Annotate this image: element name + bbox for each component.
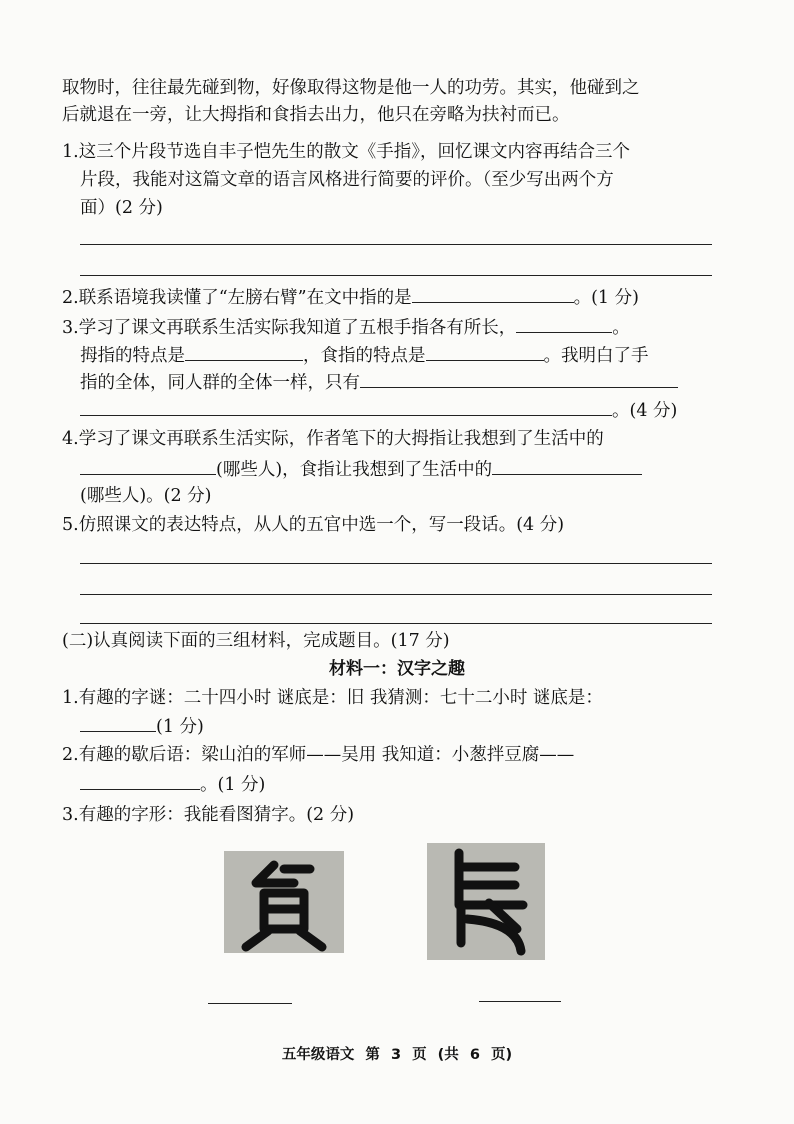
answer-line-q1-b[interactable] — [80, 275, 712, 276]
passage-line-1: 取物时，往往最先碰到物，好像取得这物是他一人的功劳。其实，他碰到之 — [62, 78, 640, 98]
question-1-line-1: 1.这三个片段节选自丰子恺先生的散文《手指》，回忆课文内容再结合三个 — [62, 142, 630, 162]
answer-line-q1-a[interactable] — [80, 244, 712, 245]
answer-blank-riddle[interactable] — [80, 713, 156, 732]
question-1-line-3: 面）(2 分) — [80, 198, 163, 218]
question-3-period: 。 — [612, 318, 630, 338]
question-4-line-1: 4.学习了课文再联系生活实际，作者笔下的大拇指让我想到了生活中的 — [62, 429, 604, 449]
subquestion-1-line-2 — [80, 713, 740, 739]
subquestion-2-line-2 — [80, 771, 740, 797]
seal-script-glyph-image-2 — [427, 843, 545, 960]
question-2-score: 。(1 分) — [573, 288, 639, 308]
answer-blank-q3-b[interactable] — [185, 342, 303, 361]
question-4-line-2 — [80, 456, 740, 482]
page-footer: 五年级语文 第 3 页 (共 6 页) — [281, 1047, 513, 1063]
question-3-text-2c: 。我明白了手 — [543, 346, 649, 366]
answer-blank-q4-a[interactable] — [80, 456, 216, 475]
question-3-score: 。(4 分) — [612, 401, 678, 421]
subquestion-2-line-1: 2.有趣的歇后语：梁山泊的军师——吴用 我知道：小葱拌豆腐—— — [62, 745, 575, 765]
question-3-text-2b: ，食指的特点是 — [303, 346, 426, 366]
question-3-line-4 — [80, 397, 740, 423]
question-2-text: 2.联系语境我读懂了“左膀右臂”在文中指的是 — [62, 288, 412, 308]
question-4-line-3: (哪些人)。(2 分) — [80, 486, 212, 506]
question-3-text-1: 3.学习了课文再联系生活实际我知道了五根手指各有所长， — [62, 318, 517, 338]
seal-script-glyph-image-1 — [224, 851, 344, 953]
subquestion-1-score: (1 分) — [156, 717, 204, 737]
answer-line-q5-b[interactable] — [80, 594, 712, 595]
answer-blank-q4-b[interactable] — [492, 456, 642, 475]
question-4-text-2: (哪些人)，食指让我想到了生活中的 — [216, 460, 493, 480]
subquestion-1-line-1: 1.有趣的字谜：二十四小时 谜底是：旧 我猜测：七十二小时 谜底是： — [62, 688, 603, 708]
question-3-line-2 — [80, 342, 740, 368]
answer-line-q5-a[interactable] — [80, 563, 712, 564]
question-3-line-1 — [62, 314, 722, 340]
question-3-text-2a: 拇指的特点是 — [80, 346, 185, 366]
material-1-title: 材料一：汉字之趣 — [329, 659, 465, 679]
answer-line-glyph-2[interactable] — [479, 1001, 561, 1002]
question-1-line-2: 片段，我能对这篇文章的语言风格进行简要的评价。（至少写出两个方 — [80, 170, 614, 190]
answer-blank-q3-c[interactable] — [426, 342, 544, 361]
passage-line-2: 后就退在一旁，让大拇指和食指去出力，他只在旁略为扶衬而已。 — [62, 105, 570, 125]
answer-blank-q3-e[interactable] — [80, 397, 612, 416]
subquestion-3: 3.有趣的字形：我能看图猜字。(2 分) — [62, 805, 355, 825]
question-3-line-3 — [80, 369, 740, 395]
answer-blank-xiehouyu[interactable] — [80, 771, 200, 790]
answer-line-glyph-1[interactable] — [208, 1003, 292, 1004]
subquestion-2-score: 。(1 分) — [200, 775, 266, 795]
question-2 — [62, 284, 722, 310]
question-3-text-3: 指的全体，同人群的全体一样，只有 — [80, 373, 360, 393]
question-5: 5.仿照课文的表达特点，从人的五官中选一个，写一段话。(4 分) — [62, 515, 565, 535]
answer-blank-q3-d[interactable] — [360, 369, 678, 388]
answer-blank-q2[interactable] — [412, 284, 574, 303]
section-2-heading: (二)认真阅读下面的三组材料，完成题目。(17 分) — [62, 631, 450, 651]
answer-blank-q3-a[interactable] — [516, 314, 612, 333]
answer-line-q5-c[interactable] — [80, 623, 712, 624]
